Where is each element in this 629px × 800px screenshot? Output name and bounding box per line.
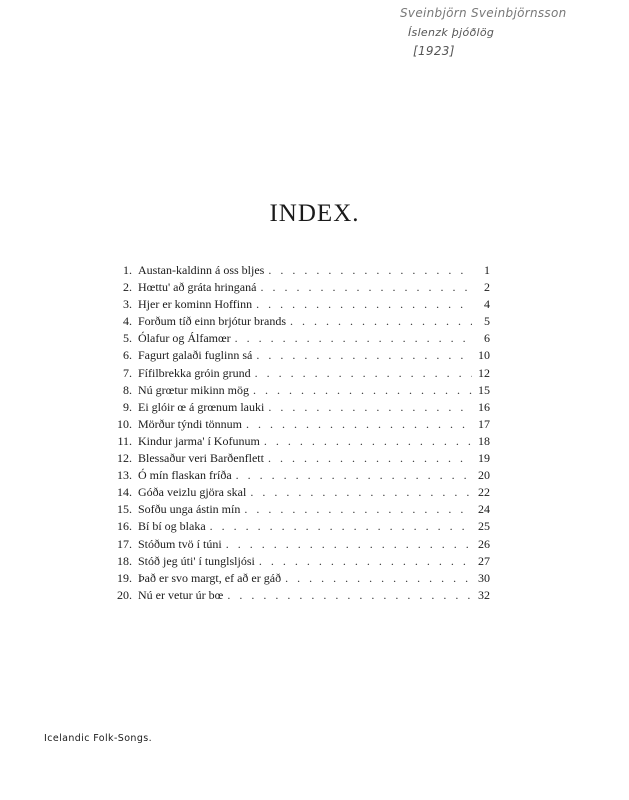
entry-page-number: 5	[484, 314, 490, 329]
entry-page-number: 10	[478, 348, 490, 363]
entry-title: Fagurt galaði fuglinn sá	[138, 348, 253, 363]
dot-leader	[264, 400, 472, 415]
dot-leader	[264, 451, 472, 466]
index-list	[112, 263, 490, 605]
handwritten-year-annotation: [1923]	[413, 44, 455, 58]
index-entry	[112, 571, 490, 588]
index-entry	[112, 263, 490, 280]
entry-number: 12.	[117, 451, 132, 466]
entry-number: 6.	[123, 348, 132, 363]
entry-page-number: 32	[478, 587, 490, 602]
entry-title: Forðum tíð einn brjótur brands	[138, 314, 286, 329]
entry-title: Það er svo margt, ef að er gáð	[138, 570, 282, 585]
entry-title: Austan-kaldinn á oss bljes	[138, 263, 265, 277]
dot-leader	[260, 434, 472, 449]
index-entry	[112, 519, 490, 536]
index-entry	[112, 451, 490, 468]
index-entry	[112, 537, 490, 554]
entry-number: 20.	[117, 587, 132, 602]
handwritten-title-annotation: Íslenzk þjóðlög	[408, 26, 495, 39]
entry-number: 4.	[123, 314, 132, 329]
dot-leader	[256, 280, 472, 295]
dot-leader	[264, 263, 472, 278]
entry-title: Bí bí og blaka	[138, 519, 206, 534]
handwritten-author-annotation: Sveinbjörn Sveinbjörnsson	[400, 6, 567, 20]
entry-title: Sofðu unga ástin mín	[138, 502, 241, 517]
entry-page-number: 18	[478, 433, 490, 448]
entry-number: 18.	[117, 553, 132, 568]
entry-page-number: 30	[478, 570, 490, 585]
entry-page-number: 16	[478, 399, 490, 414]
entry-title: Nú er vetur úr bœ	[138, 587, 224, 602]
dot-leader	[206, 519, 472, 534]
entry-page-number: 19	[478, 451, 490, 466]
entry-number: 1.	[123, 263, 132, 277]
entry-number: 17.	[117, 536, 132, 551]
dot-leader	[252, 297, 472, 312]
index-entry	[112, 434, 490, 451]
index-entry	[112, 502, 490, 519]
entry-page-number: 2	[484, 280, 490, 295]
entry-title: Ei glóir œ á grœnum lauki	[138, 399, 265, 414]
entry-page-number: 27	[478, 553, 490, 568]
dot-leader	[231, 331, 472, 346]
index-entry	[112, 331, 490, 348]
entry-title: Stóð jeg úti' í tunglsljósi	[138, 553, 255, 568]
entry-number: 3.	[123, 297, 132, 312]
entry-title: Fífilbrekka gróin grund	[138, 365, 251, 380]
entry-page-number: 1	[484, 263, 490, 277]
index-entry	[112, 348, 490, 365]
entry-page-number: 24	[478, 502, 490, 517]
dot-leader	[281, 571, 472, 586]
index-entry	[112, 485, 490, 502]
index-entry	[112, 383, 490, 400]
dot-leader	[223, 588, 472, 603]
page-title: INDEX.	[269, 200, 360, 227]
entry-page-number: 22	[478, 485, 490, 500]
entry-page-number: 17	[478, 416, 490, 431]
entry-title: Ó mín flaskan fríða	[138, 468, 232, 483]
entry-page-number: 25	[478, 519, 490, 534]
index-entry	[112, 588, 490, 605]
entry-page-number: 4	[484, 297, 490, 312]
index-entry	[112, 400, 490, 417]
entry-title: Góða veizlu gjöra skal	[138, 485, 247, 500]
entry-number: 16.	[117, 519, 132, 534]
entry-title: Kindur jarma' í Kofunum	[138, 433, 260, 448]
index-entry	[112, 554, 490, 571]
index-entry	[112, 297, 490, 314]
entry-number: 19.	[117, 570, 132, 585]
dot-leader	[251, 366, 472, 381]
dot-leader	[286, 314, 472, 329]
dot-leader	[240, 502, 472, 517]
dot-leader	[249, 383, 472, 398]
entry-page-number: 6	[484, 331, 490, 346]
entry-number: 10.	[117, 416, 132, 431]
entry-number: 8.	[123, 382, 132, 397]
entry-number: 13.	[117, 468, 132, 483]
entry-title: Blessaður veri Barðenflett	[138, 451, 264, 466]
entry-number: 11.	[117, 433, 132, 448]
index-entry	[112, 314, 490, 331]
entry-title: Hjer er kominn Hoffinn	[138, 297, 253, 312]
entry-title: Ólafur og Álfamœr	[138, 331, 231, 346]
entry-title: Nú grœtur mikinn mög	[138, 382, 249, 397]
entry-page-number: 26	[478, 536, 490, 551]
entry-page-number: 20	[478, 468, 490, 483]
entry-number: 9.	[123, 399, 132, 414]
dot-leader	[242, 417, 472, 432]
dot-leader	[252, 348, 472, 363]
entry-page-number: 15	[478, 382, 490, 397]
entry-number: 15.	[117, 502, 132, 517]
entry-title: Hœttu' að gráta hringaná	[138, 280, 257, 295]
entry-title: Stóðum tvö í túni	[138, 536, 222, 551]
dot-leader	[246, 485, 472, 500]
index-entry	[112, 468, 490, 485]
entry-number: 7.	[123, 365, 132, 380]
dot-leader	[232, 468, 472, 483]
dot-leader	[222, 537, 472, 552]
entry-number: 5.	[123, 331, 132, 346]
index-entry	[112, 280, 490, 297]
entry-title: Mörður týndi tönnum	[138, 416, 242, 431]
entry-number: 2.	[123, 280, 132, 295]
page-footer: Icelandic Folk-Songs.	[44, 733, 153, 744]
dot-leader	[255, 554, 472, 569]
index-entry	[112, 366, 490, 383]
entry-number: 14.	[117, 485, 132, 500]
index-entry	[112, 417, 490, 434]
entry-page-number: 12	[478, 365, 490, 380]
